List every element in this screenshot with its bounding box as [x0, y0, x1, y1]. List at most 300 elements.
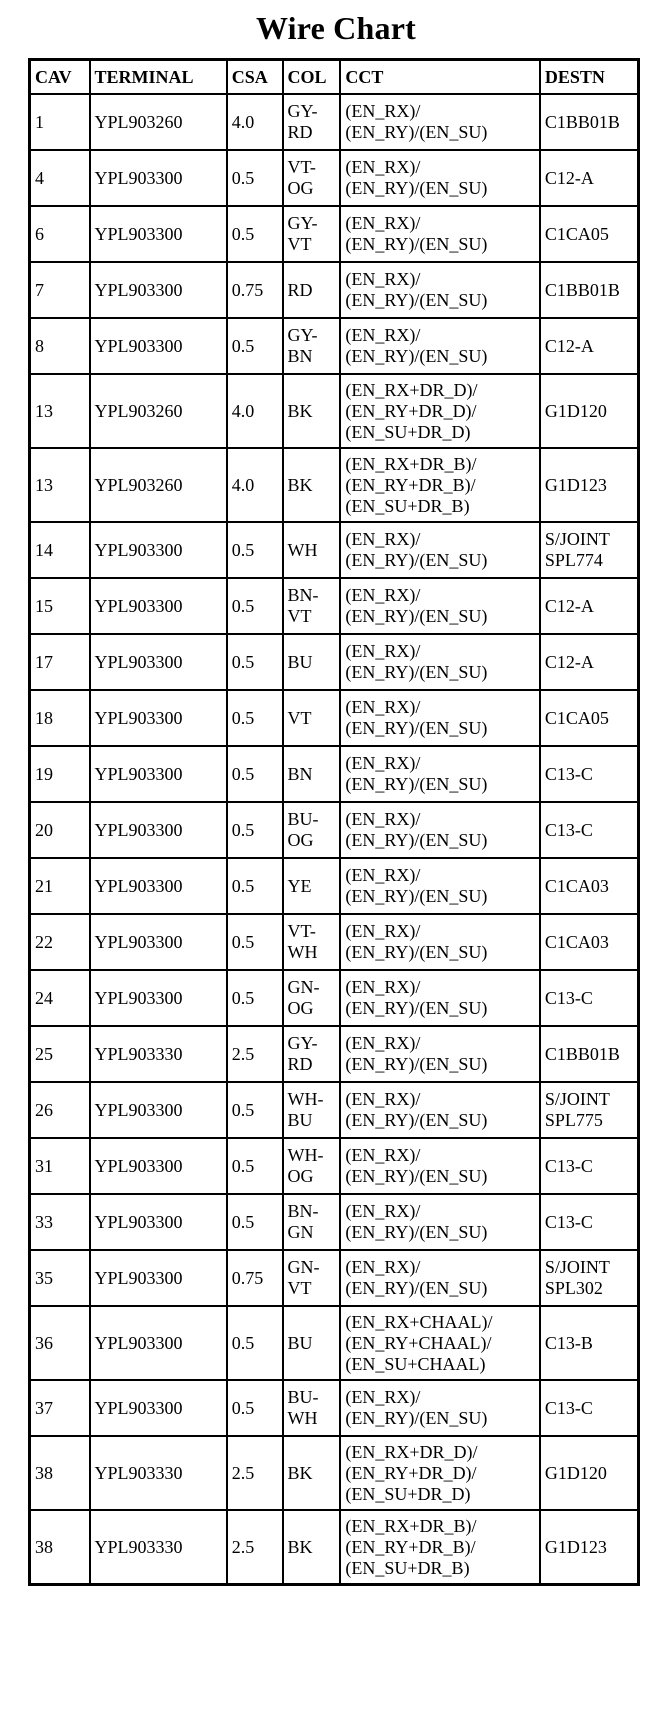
table-row: [30, 150, 639, 206]
cct-line-2: (EN_RY)/(EN_SU): [345, 942, 488, 962]
cell-csa: 0.75: [227, 1250, 283, 1306]
cell-cav: 25: [30, 1026, 90, 1082]
cct-line-1: (EN_RX)/: [345, 269, 421, 289]
cct-line-1: (EN_RX)/: [345, 1387, 421, 1407]
cell-col: [283, 578, 341, 634]
cct-line-1: (EN_RX+DR_D)/: [345, 1441, 478, 1462]
cell-csa: 0.75: [227, 262, 283, 318]
cell-csa: 4.0: [227, 374, 283, 448]
cell-csa: 4.0: [227, 448, 283, 522]
cct-line-2: (EN_RY)/(EN_SU): [345, 122, 488, 142]
cell-col: [283, 802, 341, 858]
cct-line-1: (EN_RX)/: [345, 1033, 421, 1053]
col-line-1: GN-: [287, 977, 320, 997]
cell-col: [283, 374, 341, 448]
destn-line-1: C12-A: [544, 335, 594, 356]
cell-destn: [540, 914, 639, 970]
cell-terminal: YPL903300: [90, 858, 227, 914]
cct-line-2: (EN_RY)/(EN_SU): [345, 234, 488, 254]
header-destn: DESTN: [540, 60, 639, 95]
cell-col: [283, 448, 341, 522]
cell-col: [283, 150, 341, 206]
table-row: [30, 262, 639, 318]
destn-line-2: SPL775: [544, 1110, 603, 1130]
cell-terminal: YPL903300: [90, 1082, 227, 1138]
cell-col: [283, 94, 341, 150]
col-line-1: WH: [287, 539, 318, 560]
table-row: [30, 1510, 639, 1585]
table-row: [30, 1380, 639, 1436]
cell-terminal: YPL903300: [90, 634, 227, 690]
cell-destn: [540, 1306, 639, 1380]
col-line-1: GY-: [287, 101, 318, 121]
cell-col: [283, 634, 341, 690]
cell-cav: 6: [30, 206, 90, 262]
col-line-1: BK: [287, 1462, 313, 1483]
cell-cav: 15: [30, 578, 90, 634]
wire-chart-table: [28, 58, 640, 1586]
destn-line-1: C1CA05: [544, 223, 609, 244]
col-line-2: VT: [287, 1278, 312, 1298]
cct-line-1: (EN_RX+DR_B)/: [345, 453, 477, 474]
cell-destn: [540, 318, 639, 374]
cct-line-2: (EN_RY)/(EN_SU): [345, 1110, 488, 1130]
cell-col: [283, 1138, 341, 1194]
cell-destn: [540, 1082, 639, 1138]
cell-col: [283, 1306, 341, 1380]
cell-col: [283, 1510, 341, 1585]
cell-col: [283, 970, 341, 1026]
cct-line-2: (EN_RY)/(EN_SU): [345, 1054, 488, 1074]
table-row: [30, 1082, 639, 1138]
cell-csa: 0.5: [227, 206, 283, 262]
cct-line-1: (EN_RX+DR_B)/: [345, 1515, 477, 1536]
cct-line-2: (EN_RY)/(EN_SU): [345, 886, 488, 906]
cell-cav: 33: [30, 1194, 90, 1250]
col-line-2: RD: [287, 1054, 313, 1074]
cell-col: [283, 522, 341, 578]
cell-terminal: YPL903300: [90, 262, 227, 318]
cell-terminal: YPL903260: [90, 94, 227, 150]
cell-terminal: YPL903260: [90, 448, 227, 522]
header-cct: CCT: [340, 60, 539, 95]
cell-cct: [340, 1082, 539, 1138]
destn-line-1: C13-C: [544, 987, 593, 1008]
cell-cct: [340, 318, 539, 374]
cell-csa: 0.5: [227, 522, 283, 578]
cct-line-1: (EN_RX)/: [345, 1145, 421, 1165]
col-line-1: GY-: [287, 325, 318, 345]
destn-line-1: G1D123: [544, 474, 607, 495]
table-row: [30, 1194, 639, 1250]
cell-csa: 2.5: [227, 1026, 283, 1082]
cell-cav: 14: [30, 522, 90, 578]
cell-cav: 31: [30, 1138, 90, 1194]
cell-cct: [340, 1138, 539, 1194]
cell-destn: [540, 1380, 639, 1436]
cct-line-1: (EN_RX)/: [345, 213, 421, 233]
destn-line-1: C13-C: [544, 1155, 593, 1176]
table-row: [30, 1026, 639, 1082]
cell-destn: [540, 970, 639, 1026]
table-row: [30, 578, 639, 634]
col-line-2: WH: [287, 942, 318, 962]
cell-cav: 21: [30, 858, 90, 914]
table-row: [30, 206, 639, 262]
col-line-2: OG: [287, 1166, 314, 1186]
cct-line-1: (EN_RX+CHAAL)/: [345, 1311, 493, 1332]
cct-line-1: (EN_RX)/: [345, 921, 421, 941]
destn-line-1: C1CA03: [544, 931, 609, 952]
cell-cct: [340, 94, 539, 150]
table-row: [30, 634, 639, 690]
cell-cav: 24: [30, 970, 90, 1026]
cell-csa: 0.5: [227, 634, 283, 690]
cell-cav: 13: [30, 374, 90, 448]
table-row: [30, 858, 639, 914]
cct-line-2: (EN_RY)/(EN_SU): [345, 550, 488, 570]
cell-terminal: YPL903330: [90, 1510, 227, 1585]
cell-terminal: YPL903300: [90, 746, 227, 802]
cell-destn: [540, 448, 639, 522]
col-line-1: VT: [287, 707, 312, 728]
destn-line-1: C13-C: [544, 1397, 593, 1418]
cct-line-3: (EN_SU+DR_B): [345, 495, 470, 516]
cct-line-1: (EN_RX)/: [345, 697, 421, 717]
cct-line-1: (EN_RX)/: [345, 529, 421, 549]
cct-line-3: (EN_SU+DR_D): [345, 1483, 471, 1504]
destn-line-1: C1CA05: [544, 707, 609, 728]
cell-col: [283, 318, 341, 374]
col-line-1: RD: [287, 279, 313, 300]
destn-line-1: S/JOINT: [544, 529, 610, 549]
cct-line-1: (EN_RX)/: [345, 325, 421, 345]
cell-destn: [540, 1510, 639, 1585]
cell-cav: 36: [30, 1306, 90, 1380]
cct-line-1: (EN_RX)/: [345, 157, 421, 177]
cell-csa: 0.5: [227, 1138, 283, 1194]
cell-csa: 0.5: [227, 1082, 283, 1138]
cct-line-2: (EN_RY)/(EN_SU): [345, 346, 488, 366]
cct-line-2: (EN_RY)/(EN_SU): [345, 1222, 488, 1242]
cell-col: [283, 1436, 341, 1510]
col-line-1: VT-: [287, 157, 316, 177]
cell-cct: [340, 634, 539, 690]
table-row: [30, 318, 639, 374]
cct-line-2: (EN_RY+DR_B)/: [345, 474, 476, 495]
cct-line-2: (EN_RY)/(EN_SU): [345, 774, 488, 794]
destn-line-1: C13-C: [544, 1211, 593, 1232]
cell-cav: 7: [30, 262, 90, 318]
cell-terminal: YPL903300: [90, 206, 227, 262]
cell-terminal: YPL903300: [90, 1138, 227, 1194]
cell-cct: [340, 914, 539, 970]
table-row: [30, 746, 639, 802]
cell-destn: [540, 1138, 639, 1194]
table-row: [30, 1250, 639, 1306]
destn-line-1: C13-C: [544, 763, 593, 784]
cct-line-2: (EN_RY)/(EN_SU): [345, 998, 488, 1018]
cct-line-1: (EN_RX)/: [345, 641, 421, 661]
cell-cct: [340, 578, 539, 634]
table-row: [30, 374, 639, 448]
table-row: [30, 970, 639, 1026]
cct-line-1: (EN_RX)/: [345, 585, 421, 605]
col-line-2: GN: [287, 1222, 314, 1242]
cell-destn: [540, 858, 639, 914]
cell-col: [283, 914, 341, 970]
cell-col: [283, 858, 341, 914]
cell-destn: [540, 522, 639, 578]
cct-line-1: (EN_RX)/: [345, 1257, 421, 1277]
destn-line-1: C1BB01B: [544, 1043, 620, 1064]
cct-line-1: (EN_RX)/: [345, 1089, 421, 1109]
cell-col: [283, 1380, 341, 1436]
col-line-2: VT: [287, 606, 312, 626]
destn-line-1: C13-C: [544, 819, 593, 840]
document-page: [0, 8, 672, 1736]
cct-line-1: (EN_RX)/: [345, 1201, 421, 1221]
cell-terminal: YPL903300: [90, 578, 227, 634]
cct-line-2: (EN_RY+DR_D)/: [345, 400, 477, 421]
destn-line-1: C12-A: [544, 167, 594, 188]
cell-cav: 22: [30, 914, 90, 970]
cell-cav: 8: [30, 318, 90, 374]
cell-terminal: YPL903300: [90, 690, 227, 746]
cell-cav: 38: [30, 1510, 90, 1585]
cell-terminal: YPL903330: [90, 1026, 227, 1082]
cct-line-1: (EN_RX)/: [345, 977, 421, 997]
cell-destn: [540, 578, 639, 634]
table-row: [30, 1138, 639, 1194]
cct-line-2: (EN_RY)/(EN_SU): [345, 1278, 488, 1298]
col-line-2: VT: [287, 234, 312, 254]
col-line-2: BN: [287, 346, 313, 366]
cell-terminal: YPL903300: [90, 802, 227, 858]
col-line-2: BU: [287, 1110, 313, 1130]
cell-cav: 17: [30, 634, 90, 690]
cell-cav: 13: [30, 448, 90, 522]
cell-terminal: YPL903300: [90, 1306, 227, 1380]
col-line-1: BN: [287, 763, 313, 784]
col-line-1: WH-: [287, 1089, 324, 1109]
col-line-1: GN-: [287, 1257, 320, 1277]
cell-destn: [540, 262, 639, 318]
cell-cct: [340, 1026, 539, 1082]
cell-cav: 1: [30, 94, 90, 150]
cell-cct: [340, 858, 539, 914]
col-line-1: BN-: [287, 1201, 319, 1221]
col-line-1: VT-: [287, 921, 316, 941]
col-line-1: BK: [287, 400, 313, 421]
cell-csa: 0.5: [227, 970, 283, 1026]
cell-csa: 0.5: [227, 858, 283, 914]
table-row: [30, 802, 639, 858]
cell-terminal: YPL903300: [90, 1380, 227, 1436]
destn-line-1: G1D123: [544, 1536, 607, 1557]
cell-terminal: YPL903330: [90, 1436, 227, 1510]
cell-terminal: YPL903300: [90, 914, 227, 970]
cell-cct: [340, 690, 539, 746]
cell-csa: 0.5: [227, 690, 283, 746]
table-body: [30, 94, 639, 1585]
cell-destn: [540, 94, 639, 150]
cct-line-1: (EN_RX)/: [345, 865, 421, 885]
cell-terminal: YPL903300: [90, 318, 227, 374]
cell-cct: [340, 970, 539, 1026]
cell-cav: 35: [30, 1250, 90, 1306]
cell-cct: [340, 206, 539, 262]
destn-line-1: C12-A: [544, 595, 594, 616]
cell-terminal: YPL903300: [90, 970, 227, 1026]
cell-cav: 19: [30, 746, 90, 802]
cell-csa: 0.5: [227, 1306, 283, 1380]
cell-cav: 26: [30, 1082, 90, 1138]
cell-col: [283, 1194, 341, 1250]
cell-cct: [340, 1510, 539, 1585]
destn-line-2: SPL774: [544, 550, 603, 570]
cell-cct: [340, 1250, 539, 1306]
cell-cct: [340, 746, 539, 802]
cct-line-1: (EN_RX)/: [345, 809, 421, 829]
header-cav: CAV: [30, 60, 90, 95]
table-row: [30, 94, 639, 150]
cell-csa: 0.5: [227, 578, 283, 634]
destn-line-1: G1D120: [544, 400, 607, 421]
cell-col: [283, 1250, 341, 1306]
cell-destn: [540, 206, 639, 262]
cell-cct: [340, 150, 539, 206]
destn-line-1: C13-B: [544, 1332, 593, 1353]
cell-col: [283, 746, 341, 802]
col-line-1: GY-: [287, 1033, 318, 1053]
cell-csa: 0.5: [227, 914, 283, 970]
cct-line-2: (EN_RY)/(EN_SU): [345, 290, 488, 310]
cct-line-1: (EN_RX)/: [345, 101, 421, 121]
col-line-1: BU: [287, 651, 313, 672]
cell-cav: 4: [30, 150, 90, 206]
col-line-2: OG: [287, 998, 314, 1018]
cell-cav: 20: [30, 802, 90, 858]
destn-line-1: C1CA03: [544, 875, 609, 896]
cell-csa: 0.5: [227, 1380, 283, 1436]
cell-terminal: YPL903300: [90, 1194, 227, 1250]
cell-destn: [540, 1250, 639, 1306]
cell-csa: 0.5: [227, 318, 283, 374]
destn-line-1: G1D120: [544, 1462, 607, 1483]
destn-line-1: S/JOINT: [544, 1089, 610, 1109]
col-line-2: OG: [287, 178, 314, 198]
cct-line-2: (EN_RY)/(EN_SU): [345, 662, 488, 682]
table-header-row: [30, 60, 639, 95]
cell-col: [283, 1026, 341, 1082]
cell-destn: [540, 1026, 639, 1082]
cell-csa: 0.5: [227, 1194, 283, 1250]
cct-line-2: (EN_RY)/(EN_SU): [345, 1408, 488, 1428]
destn-line-1: C1BB01B: [544, 279, 620, 300]
page-title: Wire Chart: [256, 10, 416, 46]
cell-destn: [540, 634, 639, 690]
col-line-1: BK: [287, 474, 313, 495]
cell-cav: 37: [30, 1380, 90, 1436]
table-row: [30, 522, 639, 578]
cell-destn: [540, 374, 639, 448]
cell-terminal: YPL903260: [90, 374, 227, 448]
header-col: COL: [283, 60, 341, 95]
col-line-2: OG: [287, 830, 314, 850]
cct-line-2: (EN_RY)/(EN_SU): [345, 830, 488, 850]
cell-cct: [340, 1306, 539, 1380]
table-row: [30, 448, 639, 522]
col-line-1: WH-: [287, 1145, 324, 1165]
cell-col: [283, 1082, 341, 1138]
cell-destn: [540, 746, 639, 802]
cell-csa: 0.5: [227, 802, 283, 858]
destn-line-1: S/JOINT: [544, 1257, 610, 1277]
destn-line-1: C12-A: [544, 651, 594, 672]
cell-destn: [540, 1194, 639, 1250]
cct-line-2: (EN_RY)/(EN_SU): [345, 1166, 488, 1186]
cell-col: [283, 262, 341, 318]
cct-line-2: (EN_RY)/(EN_SU): [345, 606, 488, 626]
cell-cct: [340, 448, 539, 522]
cct-line-2: (EN_RY+CHAAL)/: [345, 1332, 492, 1353]
destn-line-1: C1BB01B: [544, 111, 620, 132]
cell-csa: 4.0: [227, 94, 283, 150]
cell-cct: [340, 522, 539, 578]
cct-line-3: (EN_SU+DR_B): [345, 1557, 470, 1578]
cct-line-2: (EN_RY)/(EN_SU): [345, 178, 488, 198]
col-line-1: BU-: [287, 809, 319, 829]
cct-line-2: (EN_RY+DR_D)/: [345, 1462, 477, 1483]
cell-terminal: YPL903300: [90, 522, 227, 578]
cell-cct: [340, 262, 539, 318]
cell-destn: [540, 802, 639, 858]
cell-cct: [340, 374, 539, 448]
col-line-1: BK: [287, 1536, 313, 1557]
cct-line-3: (EN_SU+CHAAL): [345, 1353, 486, 1374]
header-terminal: TERMINAL: [90, 60, 227, 95]
cell-col: [283, 690, 341, 746]
cell-cct: [340, 802, 539, 858]
cell-csa: 0.5: [227, 746, 283, 802]
cct-line-2: (EN_RY+DR_B)/: [345, 1536, 476, 1557]
destn-line-2: SPL302: [544, 1278, 603, 1298]
cell-csa: 2.5: [227, 1436, 283, 1510]
col-line-1: YE: [287, 875, 312, 896]
cell-terminal: YPL903300: [90, 1250, 227, 1306]
cct-line-2: (EN_RY)/(EN_SU): [345, 718, 488, 738]
col-line-1: BN-: [287, 585, 319, 605]
cell-destn: [540, 690, 639, 746]
cell-destn: [540, 1436, 639, 1510]
cct-line-1: (EN_RX)/: [345, 753, 421, 773]
cct-line-1: (EN_RX+DR_D)/: [345, 379, 478, 400]
cct-line-3: (EN_SU+DR_D): [345, 421, 471, 442]
cell-cav: 18: [30, 690, 90, 746]
cell-cav: 38: [30, 1436, 90, 1510]
col-line-1: GY-: [287, 213, 318, 233]
header-csa: CSA: [227, 60, 283, 95]
cell-cct: [340, 1436, 539, 1510]
cell-destn: [540, 150, 639, 206]
cell-csa: 2.5: [227, 1510, 283, 1585]
cell-col: [283, 206, 341, 262]
cell-cct: [340, 1380, 539, 1436]
table-row: [30, 914, 639, 970]
col-line-2: RD: [287, 122, 313, 142]
col-line-2: WH: [287, 1408, 318, 1428]
